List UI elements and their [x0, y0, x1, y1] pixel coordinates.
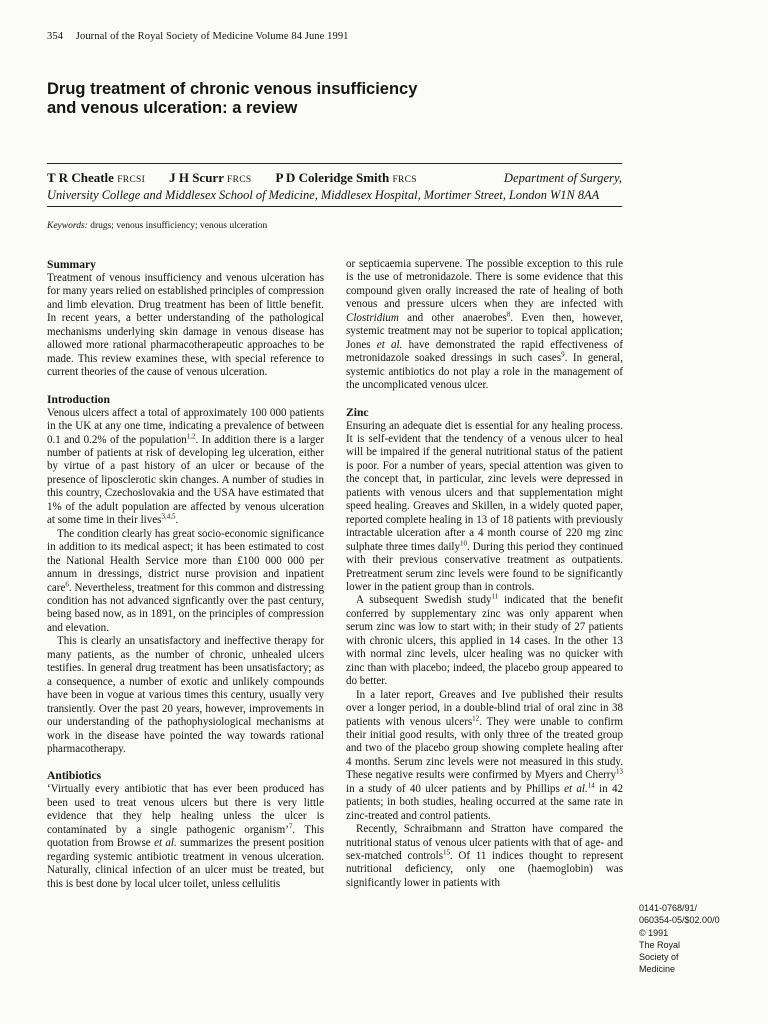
sidenote-publisher-1: The Royal	[639, 939, 681, 950]
introduction-paragraph-2: The condition clearly has great socio-economic significance in addition to its medical aspect; it has been estimated to cost the National Health Service more than £100 000 000 per annum in dressings, district nurse provision and inpatient care$^6$. Nevertheless, treatment for this common and distressing condition has not advanced signficantly over the past century, being based now, as in 1891, on the principles of compression and elevation.	[47, 527, 324, 634]
zinc-paragraph-2: A subsequent Swedish study$^{11}$ indicated that the benefit conferred by supplementary zinc was only apparent when serum zinc was low to start with; in their study of 27 patients with chronic ulcers, this applied in 14 cases. In the other 13 with normal zinc levels, ulcer healing was no quicker with zinc than with placebo; indeed, the placebo group appeared to do better.	[346, 592, 624, 688]
copyright-sidenote	[639, 902, 739, 976]
right-column	[346, 258, 623, 890]
summary-heading: Summary	[47, 258, 96, 271]
author-2	[169, 170, 251, 188]
introduction-paragraph-3: This is clearly an unsatisfactory and ineffective therapy for many patients, as the number of chronic, unhealed ulcers testifies. In general drug treatment has been unsatisfactory; as a consequence, a number of exotic and unlikely compounds have been in vogue at various times this century, usually very transiently. Over the past 20 years, however, improvements in our understanding of the pathophysiological mechanisms at work in the disease have pointed the way towards rational pharmacotherapy.	[47, 635, 324, 755]
author-1	[47, 170, 145, 188]
antibiotics-paragraph-1: ‘Virtually every antibiotic that has ever been produced has been used to treat venous ulcers but there is very little evidence that they help healing unless the ulcer is contaminated by a single pathogenic organism’$^7$. This quotation from Browse et al. summarizes the present position regarding systemic antibiotic treatment in venous ulceration. Naturally, clinical infection of an ulcer must be treated, but this is best done by local ulcer toilet, unless cellulitis	[47, 783, 324, 890]
department: Department of Surgery,	[503, 171, 622, 185]
summary-text: Treatment of venous insufficiency and venous ulceration has for many years relied on established principles of compression and limb elevation. Drug treatment has been of little benefit. In recent years, a better understanding of the pathological mechanisms underlying skin damage in venous disease has allowed more rational pharmacotherapeutic approaches to be made. This review examines these, with special reference to current theories of the cause of venous ulceration.	[47, 272, 324, 379]
keywords-text: drugs; venous insufficiency; venous ulceration	[90, 221, 268, 231]
sidenote-publisher-2: Society of	[639, 952, 679, 963]
author-2-degree: FRCS	[227, 175, 252, 185]
keywords	[47, 221, 267, 231]
introduction-paragraph-1: Venous ulcers affect a total of approximately 100 000 patients in the UK at any one time, indicating a prevalence of between 0.1 and 0.2% of the population$^{1,2}$. In addition there is a larger number of patients at risk of developing leg ulceration, either by virtue of a past history of an ulcer or because of the presence of liposclerotic skin changes. A number of studies in this country, Czechoslovakia and the USA have estimated that 1% of the adult population are affected by venous ulceration at some time in their lives$^{3,4,5}$.	[47, 406, 324, 527]
antibiotics-heading: Antibiotics	[47, 769, 102, 783]
zinc-paragraph-1: Ensuring an adequate diet is essential for any healing process. It is self-evident that the tendency of a venous ulcer to heal will be impaired if the general nutritional status of the patient is poor. For a number of years, special attention was given to the concept that, in particular, zinc levels were depressed in patients with venous ulcers and that supplementation might speed healing. Greaves and Skillen, in a widely quoted paper, reported complete healing in 13 of 18 patients with previously intractable ulceration after a 4 month course of 220 mg zinc sulphate three times daily$^{10}$. During this period they continued with their previous conservative treatment as outpatients. Pretreatment serum zinc levels were found to be significantly lower in the patient group than in controls.	[346, 419, 623, 593]
introduction-heading: Introduction	[47, 392, 110, 406]
running-head	[47, 31, 349, 42]
page-number: 354	[47, 31, 64, 42]
author-3-degree: FRCS	[392, 175, 417, 185]
title-line-2: and venous ulceration: a review	[47, 99, 298, 117]
author-2-name: J H Scurr	[169, 170, 224, 185]
author-1-name: T R Cheatle	[47, 170, 114, 185]
author-3-name: P D Coleridge Smith	[275, 170, 390, 185]
author-1-degree: FRCSI	[117, 175, 146, 185]
sidenote-issn: 0141-0768/91/	[639, 903, 698, 913]
sidenote-publisher-3: Medicine	[639, 964, 676, 975]
journal-name: Journal of the Royal Society of Medicine Volume 84 June 1991	[75, 31, 349, 42]
author-rule-top	[47, 163, 622, 164]
left-column	[47, 258, 324, 891]
zinc-paragraph-3: In a later report, Greaves and Ive published their results over a longer period, in a double-blind trial of oral zinc in 38 patients with venous ulcers$^{12}$. They were unable to confirm their initial good results, with only three of the treated group and two of the placebo group showing complete healing after 4 months. Serum zinc levels were not measured in this study. These negative results were confirmed by Myers and Cherry$^{13}$ in a study of 40 ulcer patients and by Phillips et al.$^{14}$ in 42 patients; in both studies, healing occurred at the same rate in zinc-treated and control patients.	[346, 688, 623, 822]
sidenote-year: © 1991	[639, 927, 669, 938]
author-block	[47, 170, 622, 203]
author-3	[275, 170, 416, 188]
author-rule-bottom	[47, 206, 622, 207]
zinc-paragraph-4: Recently, Schraibmann and Stratton have compared the nutritional status of venous ulcer patients with that of age- and sex-matched controls$^{15}$. Of 11 indices thought to represent nutritional deficiency, only one (haemoglobin) was significantly lower in patients with	[346, 823, 623, 889]
institution: University College and Middlesex School of Medicine, Middlesex Hospital, Mortimer Street, London W1N 8AA	[47, 188, 600, 202]
article-title	[47, 80, 607, 118]
keywords-label: Keywords:	[47, 221, 88, 231]
sidenote-code: 060354-05/$02.00/0	[639, 915, 720, 926]
zinc-heading: Zinc	[346, 405, 369, 419]
antibiotics-paragraph-2: or septicaemia supervene. The possible exception to this rule is the use of metronidazole. There is some evidence that this compound given orally increased the rate of healing of both venous and pressure ulcers when they are infected with Clostridium and other anaerobes$^8$. Even then, however, systemic treatment may not be superior to topical application; Jones et al. have demonstrated the rapid effectiveness of metronidazole soaked dressings in such cases$^9$. In general, systemic antibiotics do not play a role in the management of the uncomplicated venous ulcer.	[346, 258, 624, 392]
title-line-1: Drug treatment of chronic venous insufficiency	[47, 80, 418, 98]
